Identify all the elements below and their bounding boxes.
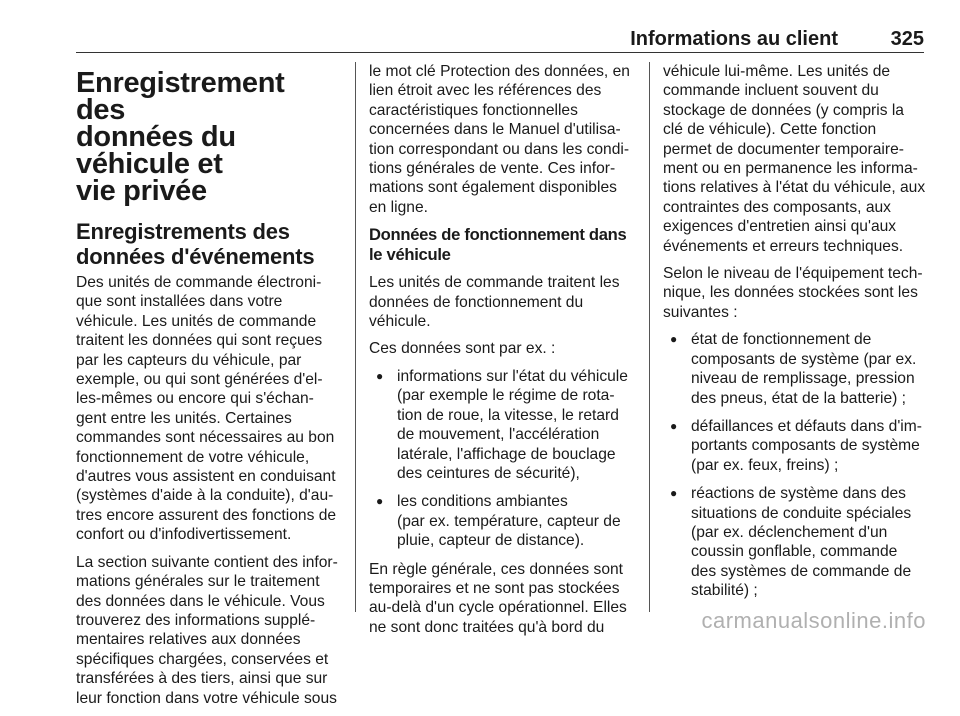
paragraph: le mot clé Protection des données, en lien étroit avec les références des caractéristiques fonctionnelles concernées dans le Manuel d'utilisa- tion correspondant ou dans les condi- tions générales de vente. Ces infor- mations sont également disponibles en ligne. [369, 63, 630, 216]
list-item: ● état de fonctionnement de composants de système (par ex. niveau de remplissage, pression des pneus, état de la batterie) ; [663, 330, 927, 408]
page-number: 325 [890, 28, 924, 50]
column-3 [663, 62, 927, 610]
paragraph: Selon le niveau de l'équipement tech- nique, les données stockées sont les suivantes : [663, 265, 923, 321]
bullet-list [369, 367, 635, 551]
paragraph: Des unités de commande électroni- que sont installées dans votre véhicule. Les unités de commande traitent les données qui sont reçues par les capteurs du véhicule, par exemple, ou qui sont générées d'el- les-mêmes ou encore qui s'échan- gent entre les unités. Certaines commandes sont nécessaires au bon fonctionnement de votre véhicule, d'autres vous assistent en conduisant (systèmes d'aide à la conduite), d'au- tres encore assurent des fonctions de confort ou d'infodivertissement. [76, 274, 337, 544]
subheading: Données de fonctionnement dans le véhicule [369, 225, 627, 265]
list-item: ● les conditions ambiantes (par ex. température, capteur de pluie, capteur de distance). [369, 492, 635, 550]
page-header [76, 26, 924, 53]
column-divider-1 [355, 62, 356, 612]
bullet-list [663, 330, 927, 600]
list-item: ● informations sur l'état du véhicule (par exemple le régime de rota- tion de roue, la vitesse, le retard de mouvement, l'accélération latérale, l'affichage de bouclage des ceintures de sécurité), [369, 367, 635, 483]
paragraph: La section suivante contient des infor- mations générales sur le traitement des données dans le véhicule. Vous trouverez des informations supplé- mentaires relatives aux données spécifiques chargées, conservées et transférées à des tiers, ainsi que sur leur fonction dans votre véhicule sous [76, 553, 338, 707]
column-divider-2 [649, 62, 650, 612]
paragraph: Les unités de commande traitent les données de fonctionnement du véhicule. [369, 274, 620, 331]
subsection-heading: Enregistrements des données d'événements [76, 219, 315, 269]
paragraph: En règle générale, ces données sont temporaires et ne sont pas stockées au-delà d'un cycle opérationnel. Elles ne sont donc traitées qu'à bord du [369, 560, 627, 636]
list-item: ● défaillances et défauts dans d'im- portants composants de système (par ex. feux, freins) ; [663, 417, 927, 475]
paragraph: Ces données sont par ex. : [369, 340, 556, 358]
running-title: Informations au client [630, 28, 838, 50]
list-item: ● réactions de système dans des situations de conduite spéciales (par ex. déclenchement d'un coussin gonflable, commande des systèmes de commande de stabilité) ; [663, 484, 927, 600]
watermark: carmanualsonline.info [701, 608, 926, 633]
paragraph: véhicule lui-même. Les unités de commande incluent souvent du stockage de données (y compris la clé de véhicule). Cette fonction permet de documenter temporaire- ment ou en permanence les informa- tions relatives à l'état du véhicule, aux contraintes des composants, aux exigences d'entretien ainsi qu'aux événements et erreurs techniques. [663, 63, 926, 255]
column-2 [369, 62, 635, 645]
section-heading: Enregistrement des données du véhicule et vie privée [76, 67, 285, 207]
column-1 [76, 62, 340, 716]
